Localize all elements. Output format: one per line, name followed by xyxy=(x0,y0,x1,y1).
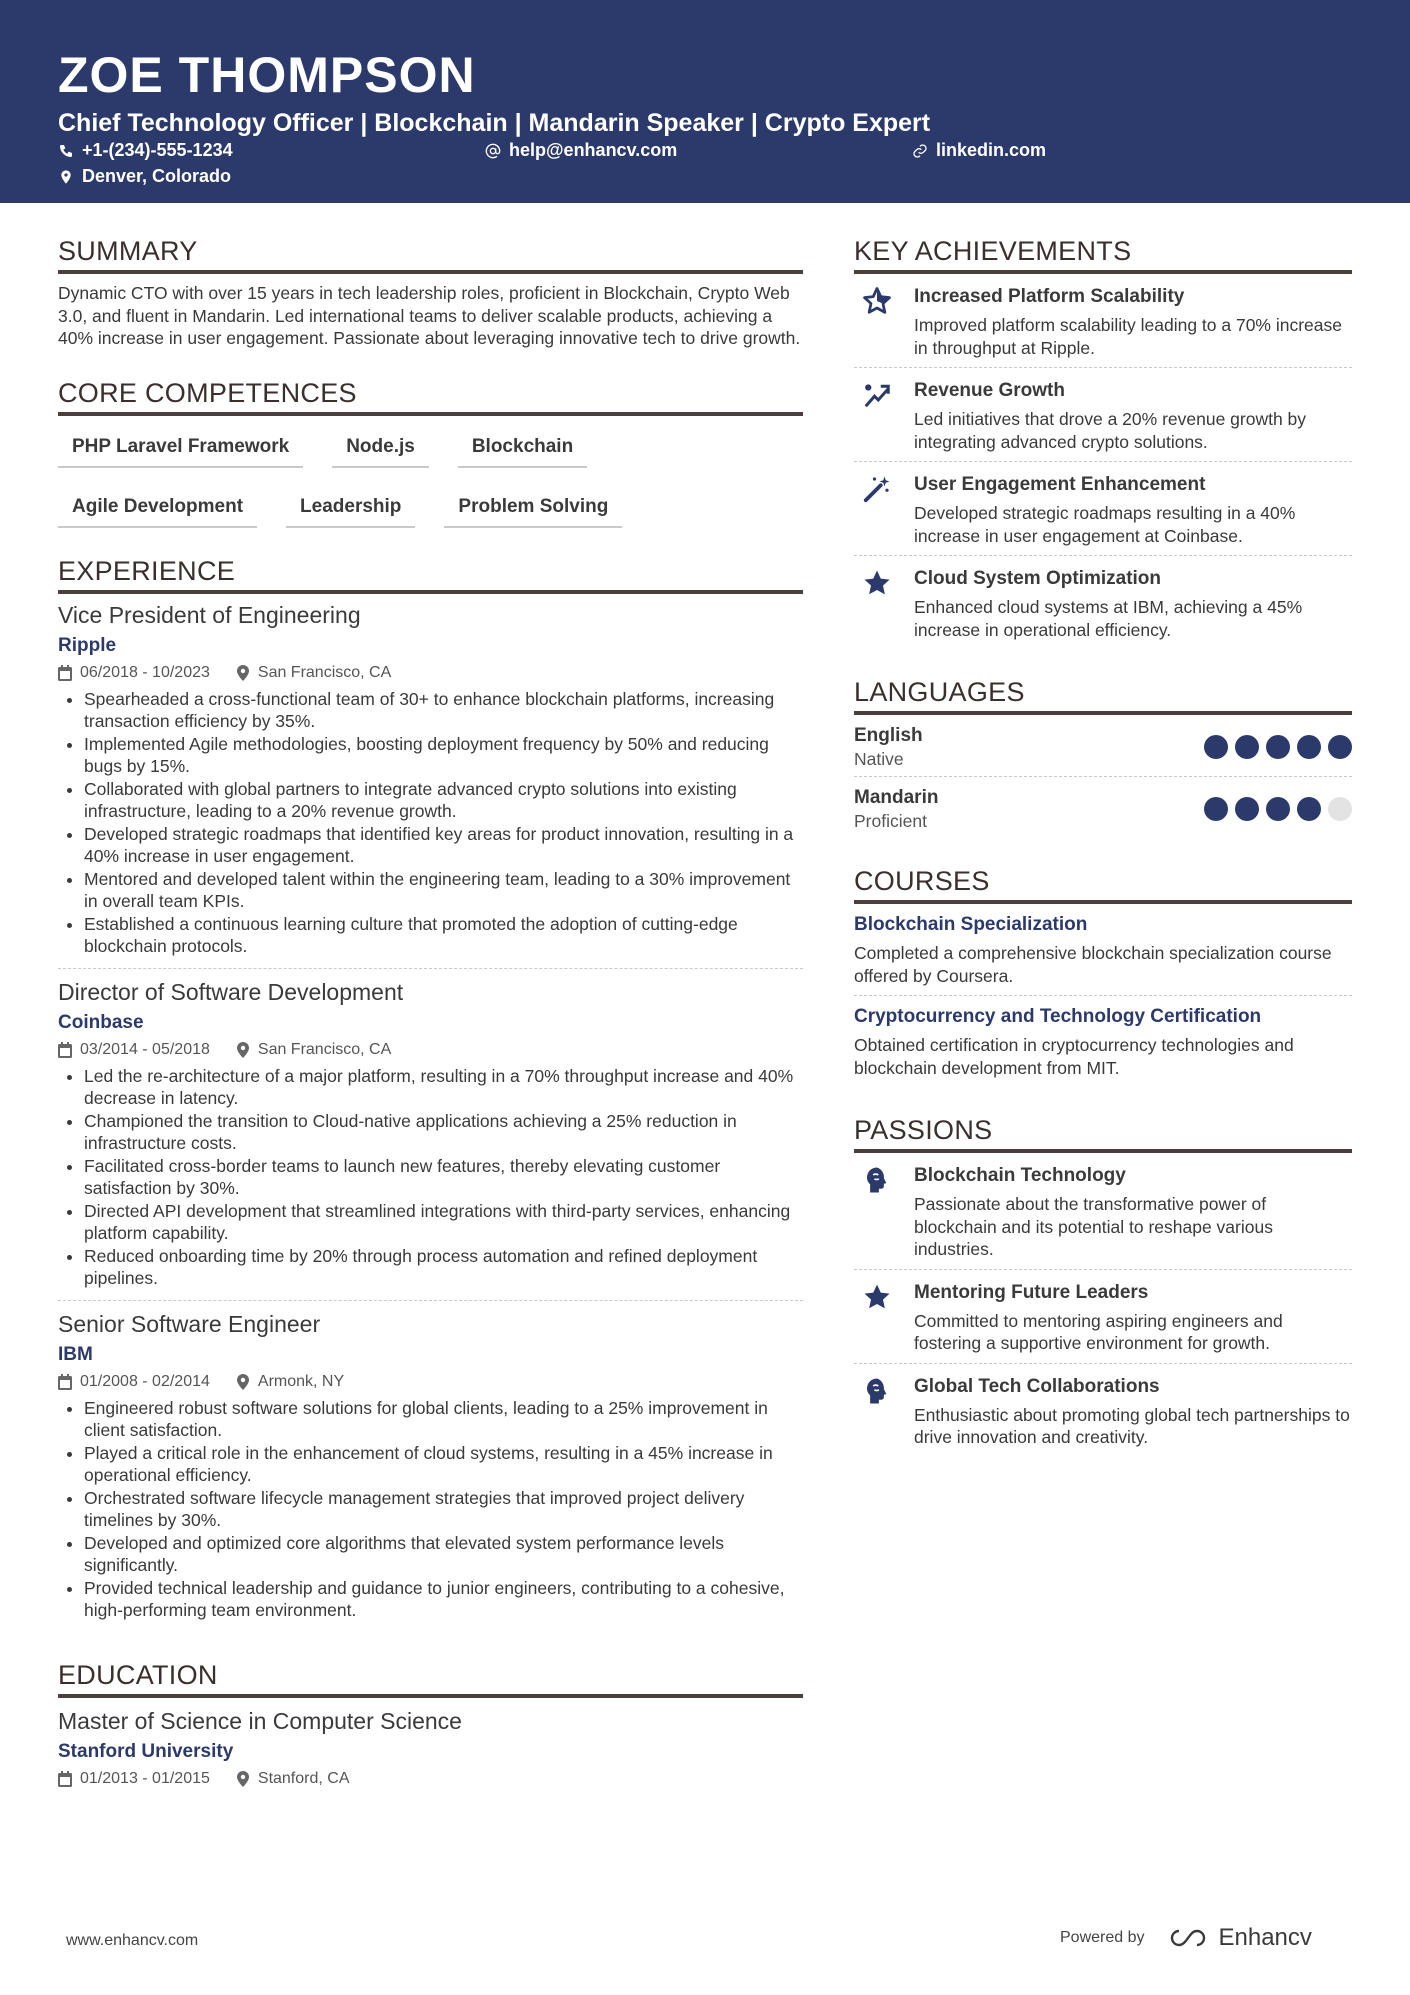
education-location-text: Stanford, CA xyxy=(257,1769,350,1787)
job-bullet: • Led the re-architecture of a major platform, resulting in a 70% throughput increase and 40% decrease in latency. xyxy=(84,1065,803,1110)
phone-contact[interactable] xyxy=(58,140,233,161)
achievement-title: User Engagement Enhancement xyxy=(914,474,1206,495)
job-bullet: • Established a continuous learning culture that promoted the adoption of cutting-edge blockchain protocols. xyxy=(84,913,803,958)
contact-info xyxy=(58,140,1410,192)
company-name: IBM xyxy=(58,1343,93,1365)
job-dates xyxy=(58,1039,210,1061)
competence-list xyxy=(58,428,803,528)
rating-dot-empty xyxy=(1328,797,1352,821)
achievement-desc: Improved platform scalability leading to a 70% increase in throughput at Ripple. xyxy=(914,315,1342,358)
passions-heading: PASSIONS xyxy=(854,1113,1352,1153)
achievement-title: Cloud System Optimization xyxy=(914,568,1162,589)
achievements-heading: KEY ACHIEVEMENTS xyxy=(854,234,1352,274)
job-bullet: • Directed API development that streamlined integrations with third-party services, enhancing platform capability. xyxy=(84,1200,803,1245)
job-bullet: • Provided technical leadership and guidance to junior engineers, contributing to a cohesive, high-performing team environment. xyxy=(84,1577,803,1622)
job-bullets xyxy=(58,1397,803,1622)
enhancv-logo xyxy=(1165,1924,1312,1952)
achievement-desc: Led initiatives that drove a 20% revenue growth by integrating advanced crypto solutions. xyxy=(914,409,1307,452)
rating-dot-filled xyxy=(1266,735,1290,759)
job-location xyxy=(236,1371,344,1393)
job-title: Director of Software Development xyxy=(58,978,404,1005)
job-dates xyxy=(58,1371,210,1393)
job-dates-text: 01/2008 - 02/2014 xyxy=(80,1372,210,1390)
job-bullet: • Reduced onboarding time by 20% through process automation and refined deployment pipelines. xyxy=(84,1245,803,1290)
left-column xyxy=(58,234,803,1816)
school-name: Stanford University xyxy=(58,1740,234,1762)
job-bullet: • Collaborated with global partners to integrate advanced crypto solutions into existing infrastructure, leading to a 20% revenue growth. xyxy=(84,778,803,823)
job-bullet: • Championed the transition to Cloud-native applications achieving a 25% reduction in infrastructure costs. xyxy=(84,1110,803,1155)
job-title: Vice President of Engineering xyxy=(58,601,361,628)
competence-chip: Blockchain xyxy=(458,428,587,468)
language-item xyxy=(854,777,1352,838)
location-pin-icon xyxy=(236,1374,250,1390)
achievement-desc: Enhanced cloud systems at IBM, achieving a 45% increase in operational efficiency. xyxy=(914,597,1303,640)
job-bullet: • Facilitated cross-border teams to launch new features, thereby elevating customer satisfaction by 30%. xyxy=(84,1155,803,1200)
courses-heading: COURSES xyxy=(854,864,1352,904)
course-desc: Completed a comprehensive blockchain specialization course offered by Coursera. xyxy=(854,943,1332,986)
course-title: Cryptocurrency and Technology Certification xyxy=(854,1006,1262,1027)
passion-desc: Passionate about the transformative power of blockchain and its potential to reshape various industries. xyxy=(914,1194,1273,1259)
footer-website[interactable]: www.enhancv.com xyxy=(66,1932,199,1949)
job-location xyxy=(236,662,391,684)
job-bullet: • Mentored and developed talent within the engineering team, leading to a 30% improvement in overall team KPIs. xyxy=(84,868,803,913)
language-rating xyxy=(1204,797,1352,821)
job-bullets xyxy=(58,688,803,958)
rating-dot-filled xyxy=(1235,797,1259,821)
calendar-icon xyxy=(58,1042,72,1058)
passion-title: Blockchain Technology xyxy=(914,1165,1126,1186)
experience-section xyxy=(58,554,803,1632)
resume-header xyxy=(0,0,1410,203)
job-entry xyxy=(58,1309,803,1632)
competences-section xyxy=(58,376,803,528)
location-contact xyxy=(58,166,231,187)
education-dates-text: 01/2013 - 01/2015 xyxy=(80,1769,210,1787)
location-pin-icon xyxy=(236,665,250,681)
passion-item xyxy=(854,1364,1352,1457)
candidate-name: ZOE THOMPSON xyxy=(58,47,476,103)
job-location-text: San Francisco, CA xyxy=(257,663,392,681)
star-icon xyxy=(862,568,892,598)
achievement-desc: Developed strategic roadmaps resulting in a 40% increase in user engagement at Coinbase. xyxy=(914,503,1296,546)
job-bullet: • Orchestrated software lifecycle management strategies that improved project delivery timelines by 30%. xyxy=(84,1487,803,1532)
job-entry xyxy=(58,600,803,969)
degree-title: Master of Science in Computer Science xyxy=(58,1707,462,1734)
course-item xyxy=(854,996,1352,1087)
competence-chip: Agile Development xyxy=(58,488,257,528)
achievement-item xyxy=(854,462,1352,556)
passion-title: Global Tech Collaborations xyxy=(914,1375,1160,1397)
email-text: help@enhancv.com xyxy=(509,140,678,160)
rating-dot-filled xyxy=(1297,735,1321,759)
language-name: English xyxy=(854,725,923,746)
education-meta xyxy=(58,1768,803,1790)
location-text: Denver, Colorado xyxy=(82,166,232,186)
course-desc: Obtained certification in cryptocurrency technologies and blockchain development from MIT. xyxy=(854,1035,1294,1078)
company-name: Ripple xyxy=(58,634,117,656)
company-name: Coinbase xyxy=(58,1011,144,1033)
job-bullet: • Engineered robust software solutions for global clients, leading to a 25% improvement in client satisfaction. xyxy=(84,1397,803,1442)
course-title: Blockchain Specialization xyxy=(854,914,1088,935)
star-outline-icon xyxy=(862,286,892,316)
job-bullet: • Played a critical role in the enhancement of cloud systems, resulting in a 45% increase in operational efficiency. xyxy=(84,1442,803,1487)
job-location xyxy=(236,1039,391,1061)
brain-icon xyxy=(862,1165,892,1195)
linkedin-text: linkedin.com xyxy=(936,140,1047,160)
job-entry xyxy=(58,977,803,1301)
brain-icon xyxy=(862,1376,892,1406)
rating-dot-filled xyxy=(1297,797,1321,821)
competence-chip: Problem Solving xyxy=(444,488,622,528)
achievement-title: Increased Platform Scalability xyxy=(914,286,1185,307)
education-section xyxy=(58,1658,803,1790)
brand-name: Enhancv xyxy=(1218,1924,1312,1951)
phone-icon xyxy=(58,143,74,159)
course-item xyxy=(854,904,1352,996)
linkedin-contact[interactable] xyxy=(912,140,1046,161)
calendar-icon xyxy=(58,1771,72,1787)
growth-icon xyxy=(862,380,892,410)
achievements-section xyxy=(854,234,1352,649)
location-pin-icon xyxy=(236,1042,250,1058)
achievement-item xyxy=(854,368,1352,462)
job-bullet: • Developed and optimized core algorithms that elevated system performance levels significantly. xyxy=(84,1532,803,1577)
passion-desc: Committed to mentoring aspiring engineers and fostering a supportive environment for growth. xyxy=(914,1310,1283,1353)
language-item xyxy=(854,715,1352,777)
at-icon xyxy=(485,143,501,159)
job-bullet: • Spearheaded a cross-functional team of 30+ to enhance blockchain platforms, increasing transaction efficiency by 35%. xyxy=(84,688,803,733)
job-location-text: San Francisco, CA xyxy=(257,1040,392,1058)
link-icon xyxy=(912,143,928,159)
location-pin-icon xyxy=(236,1771,250,1787)
achievement-item xyxy=(854,274,1352,368)
job-dates-text: 03/2014 - 05/2018 xyxy=(80,1040,210,1058)
job-meta xyxy=(58,1039,803,1061)
education-location xyxy=(236,1768,350,1790)
passion-title: Mentoring Future Leaders xyxy=(914,1281,1149,1303)
competence-chip: Node.js xyxy=(332,428,429,468)
job-title: Senior Software Engineer xyxy=(58,1310,321,1337)
job-location-text: Armonk, NY xyxy=(257,1372,345,1390)
language-level: Native xyxy=(854,749,904,769)
languages-section xyxy=(854,675,1352,838)
job-bullets xyxy=(58,1065,803,1290)
phone-text: +1-(234)-555-1234 xyxy=(82,140,233,160)
magic-wand-icon xyxy=(862,474,892,504)
job-bullet: • Developed strategic roadmaps that identified key areas for product innovation, resulting in a 40% increase in user engagement. xyxy=(84,823,803,868)
passions-section xyxy=(854,1113,1352,1457)
rating-dot-filled xyxy=(1204,735,1228,759)
powered-by-label: Powered by xyxy=(1060,1929,1145,1946)
job-dates-text: 06/2018 - 10/2023 xyxy=(80,663,210,681)
passion-item xyxy=(854,1270,1352,1364)
competences-heading: CORE COMPETENCES xyxy=(58,376,803,416)
courses-section xyxy=(854,864,1352,1087)
calendar-icon xyxy=(58,1374,72,1390)
rating-dot-filled xyxy=(1204,797,1228,821)
summary-section xyxy=(58,234,803,350)
languages-heading: LANGUAGES xyxy=(854,675,1352,715)
location-pin-icon xyxy=(58,169,74,185)
rating-dot-filled xyxy=(1266,797,1290,821)
passion-desc: Enthusiastic about promoting global tech partnerships to drive innovation and creativity. xyxy=(914,1404,1350,1447)
summary-text: Dynamic CTO with over 15 years in tech leadership roles, proficient in Blockchain, Crypto Web 3.0, and fluent in Mandarin. Led international teams to deliver scalable products, achieving a 40% increase in user engagement. Passionate about leveraging innovative tech to drive growth. xyxy=(58,283,801,348)
candidate-title: Chief Technology Officer | Blockchain | Mandarin Speaker | Crypto Expert xyxy=(58,109,931,137)
star-icon xyxy=(862,1282,892,1312)
language-name: Mandarin xyxy=(854,787,939,808)
job-meta xyxy=(58,1371,803,1393)
passion-item xyxy=(854,1153,1352,1270)
language-level: Proficient xyxy=(854,811,927,831)
job-meta xyxy=(58,662,803,684)
rating-dot-filled xyxy=(1328,735,1352,759)
competence-chip: PHP Laravel Framework xyxy=(58,428,303,468)
footer-branding[interactable] xyxy=(1060,1924,1312,1952)
calendar-icon xyxy=(58,665,72,681)
competence-chip: Leadership xyxy=(286,488,415,528)
enhancv-logo-icon xyxy=(1165,1927,1211,1949)
language-rating xyxy=(1204,735,1352,759)
summary-heading: SUMMARY xyxy=(58,234,803,274)
achievement-item xyxy=(854,556,1352,649)
job-bullet: • Implemented Agile methodologies, boosting deployment frequency by 50% and reducing bugs by 15%. xyxy=(84,733,803,778)
email-contact[interactable] xyxy=(485,140,677,161)
education-heading: EDUCATION xyxy=(58,1658,803,1698)
experience-heading: EXPERIENCE xyxy=(58,554,803,594)
education-dates xyxy=(58,1768,210,1790)
right-column xyxy=(854,234,1352,1483)
job-dates xyxy=(58,662,210,684)
rating-dot-filled xyxy=(1235,735,1259,759)
achievement-title: Revenue Growth xyxy=(914,380,1065,401)
